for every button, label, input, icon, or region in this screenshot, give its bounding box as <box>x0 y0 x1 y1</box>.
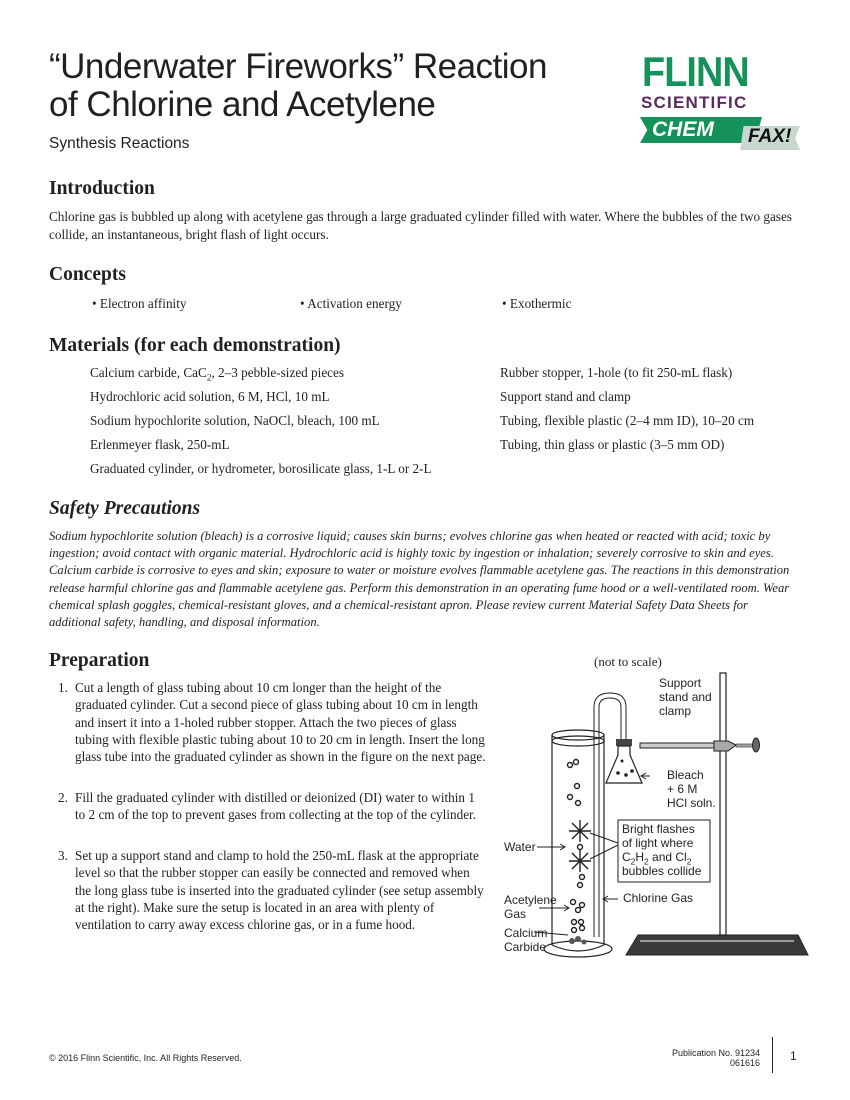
concept-label: Exothermic <box>509 296 572 311</box>
step-number: 2. <box>58 790 68 805</box>
footer-publication <box>640 1048 760 1068</box>
label-bright-flashes <box>622 822 701 878</box>
material-item <box>90 364 344 381</box>
material-subscript: 2 <box>206 372 212 383</box>
label-line: Carbide <box>504 940 547 954</box>
step-text: Fill the graduated cylinder with distilled or deionized (DI) water to within 1 to 2 cm of the top to prevent gases from collecting at the top of the cylinder. <box>75 790 477 823</box>
step-text: Cut a length of glass tubing about 10 cm longer than the height of the graduated cylinder. Cut a second piece of glass tubing about 10 cm in length and insert it into a 1-holed rubber stopper. Attach the two pieces of glass tubing with flexible plastic tubing about 10 to 20 cm in length. Insert the long glass tube into the graduated cylinder as shown in the figure on the next page. <box>75 680 486 765</box>
material-item: Tubing, flexible plastic (2–4 mm ID), 10–20 cm <box>500 413 755 428</box>
label-line: Calcium <box>504 926 548 940</box>
material-item: Graduated cylinder, or hydrometer, borosilicate glass, 1-L or 2-L <box>90 461 432 476</box>
material-item: Support stand and clamp <box>500 389 631 404</box>
label-water: Water <box>504 840 536 854</box>
concept-item: • Activation energy <box>300 296 402 311</box>
calcium-carbide-pieces <box>569 936 587 945</box>
concept-item: • Electron affinity <box>92 296 187 311</box>
glass-tubing <box>594 693 626 937</box>
diagram-scale-note: (not to scale) <box>594 654 662 669</box>
label-line: + 6 M <box>667 782 698 796</box>
introduction-heading: Introduction <box>49 178 155 199</box>
material-item: Tubing, thin glass or plastic (3–5 mm OD) <box>500 437 725 452</box>
title-line-1: “Underwater Fireworks” Reaction <box>49 47 547 86</box>
material-item: Erlenmeyer flask, 250-mL <box>90 437 230 452</box>
label-line: Support <box>659 676 702 690</box>
concept-item: • Exothermic <box>502 296 572 311</box>
footer-divider <box>772 1037 773 1073</box>
preparation-step <box>58 789 488 824</box>
material-text: Calcium carbide, CaC <box>90 365 207 380</box>
step-text: Set up a support stand and clamp to hold the 250-mL flask at the appropriate level so that the rubber stopper can easily be connected and removed when the long glass tube is inserted into the graduated cylinder (see setup assembly at the right). Make sure the setup is located in an area with plenty of ventilation to carry away excess chlorine gas, or in a fume hood. <box>75 848 484 933</box>
step-number: 3. <box>58 848 68 863</box>
label-line: of light where <box>622 836 694 850</box>
gas-bubbles <box>568 760 585 933</box>
light-flash-icon <box>569 820 591 872</box>
flinn-chemfax-logo <box>640 50 800 150</box>
footer-copyright: © 2016 Flinn Scientific, Inc. All Rights Reserved. <box>49 1053 242 1063</box>
safety-text: Sodium hypochlorite solution (bleach) is a corrosive liquid; causes skin burns; evolves chlorine gas when heated or reacted with acid; toxic by ingestion; avoid contact with organic material. Hydrochloric acid is highly toxic by ingestion or inhalation; severely corrosive to skin and eyes. Calcium carbide is corrosive to eyes and skin; exposure to water or moisture evolves flammable acetylene gas. The reactions in this demonstration release harmful chlorine gas and flammable acetylene gas. Perform this demonstration in an operating fume hood or a well-ventilated room. Wear chemical splash goggles, chemical-resistant gloves, and a chemical-resistant apron. Please review current Material Safety Data Sheets for additional safety, handling, and disposal information. <box>49 529 790 630</box>
clamp <box>640 738 760 752</box>
support-stand <box>626 673 808 955</box>
formula-part: C <box>622 850 631 864</box>
label-calcium-carbide <box>504 926 547 954</box>
label-line: Gas <box>504 907 527 921</box>
formula-part: and Cl <box>648 850 687 864</box>
introduction-text: Chlorine gas is bubbled up along with acetylene gas through a large graduated cylinder filled with water. Where the bubbles of the two gases collide, an instantaneous, bright flash of light occurs. <box>49 209 792 242</box>
erlenmeyer-flask <box>606 739 642 783</box>
label-line: Bleach <box>667 768 704 782</box>
label-line: bubbles collide <box>622 864 702 878</box>
formula-part: H <box>635 850 645 864</box>
label-line: HCl soln. <box>667 796 716 810</box>
label-acetylene-gas <box>504 893 557 921</box>
logo-chem-text: CHEM <box>652 118 714 141</box>
material-item: Rubber stopper, 1-hole (to fit 250-mL flask) <box>500 365 733 380</box>
document-title <box>49 48 547 124</box>
label-bleach <box>667 768 716 810</box>
preparation-step <box>58 679 488 765</box>
label-line: Bright flashes <box>622 822 695 836</box>
formula-subscript: 2 <box>686 856 692 867</box>
logo-fax-text: FAX! <box>748 126 792 147</box>
label-chlorine-gas: Chlorine Gas <box>623 891 694 905</box>
page-number: 1 <box>790 1049 797 1063</box>
label-line: Acetylene <box>504 893 557 907</box>
concepts-heading: Concepts <box>49 264 126 285</box>
concept-label: Electron affinity <box>99 296 187 311</box>
label-line: stand and <box>659 690 712 704</box>
document-subtitle: Synthesis Reactions <box>49 135 190 152</box>
publication-number: Publication No. 91234 <box>671 1048 760 1058</box>
materials-heading: Materials (for each demonstration) <box>49 335 341 356</box>
label-support-stand <box>659 676 712 718</box>
material-text: , 2–3 pebble-sized pieces <box>211 365 345 380</box>
publication-code: 061616 <box>729 1058 760 1068</box>
preparation-heading: Preparation <box>49 650 150 671</box>
formula-subscript: 2 <box>630 856 636 867</box>
label-line: clamp <box>659 704 692 718</box>
logo-scientific-text: SCIENTIFIC <box>641 93 748 112</box>
logo-flinn-text: FLINN <box>642 48 749 95</box>
safety-heading: Safety Precautions <box>49 498 201 519</box>
material-item: Sodium hypochlorite solution, NaOCl, bleach, 100 mL <box>90 413 380 428</box>
concept-label: Activation energy <box>307 296 402 311</box>
title-line-2: of Chlorine and Acetylene <box>49 85 436 124</box>
preparation-step <box>58 847 488 933</box>
step-number: 1. <box>58 680 68 695</box>
formula-subscript: 2 <box>644 856 649 867</box>
label-formula-line <box>622 850 701 867</box>
material-item: Hydrochloric acid solution, 6 M, HCl, 10 mL <box>90 389 330 404</box>
